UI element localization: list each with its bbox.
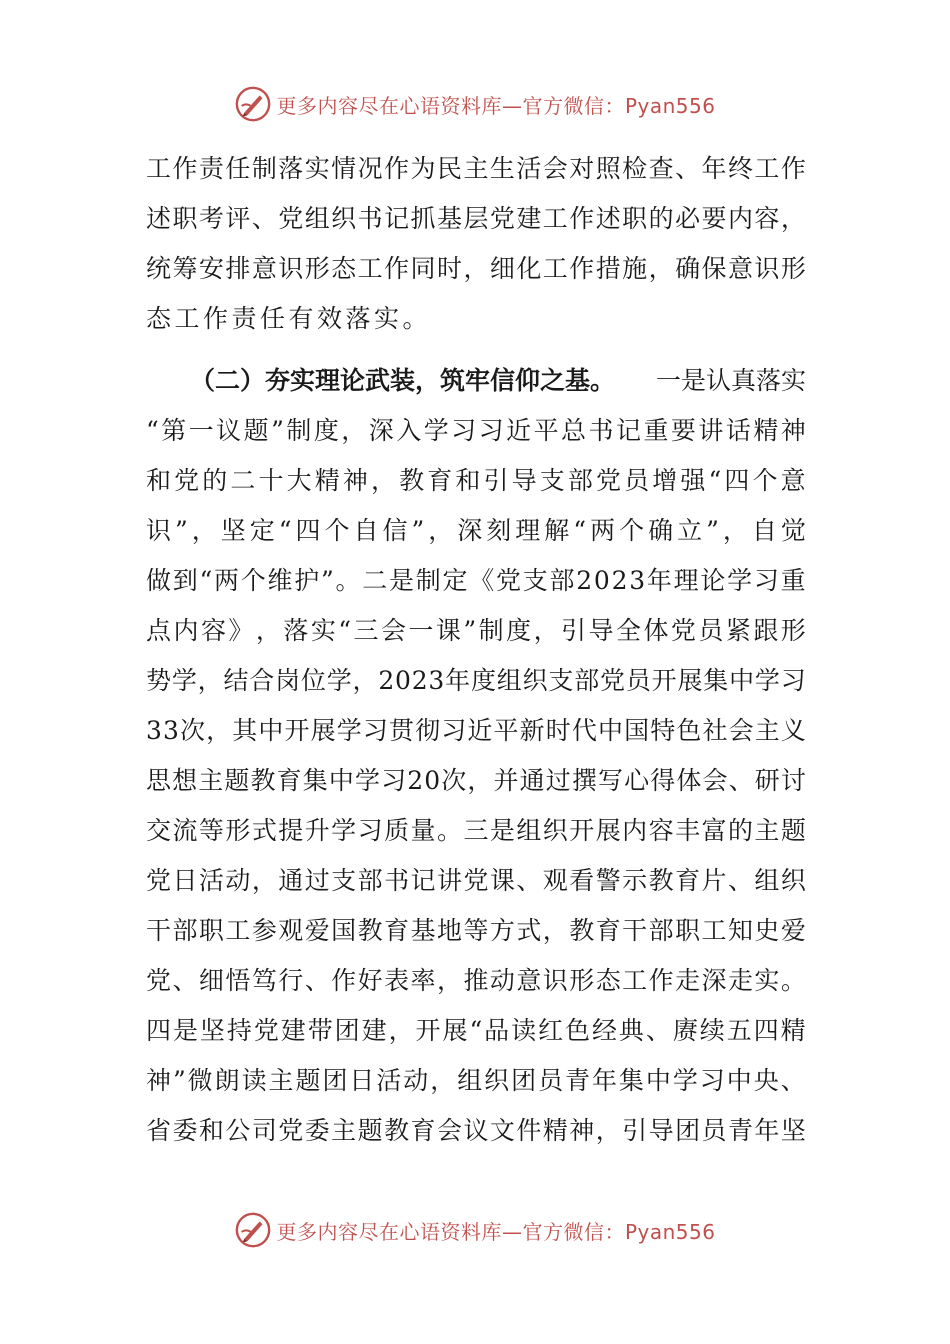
text-line: 势 学 ， 结 合 岗 位 学 ， 2 0 2 3 年 度 组 织 支 部 党 员 开 展 集 中 学 习 bbox=[146, 666, 806, 695]
watermark-text: 更多内容尽在心语资料库—官方微信：Pyan556 bbox=[276, 93, 716, 118]
text-line: 干 部 职 工 参 观 爱 国 教 育 基 地 等 方 式 ， 教 育 干 部 职 工 知 史 爱 bbox=[146, 916, 806, 945]
paragraph-2 bbox=[146, 356, 806, 1156]
text-line: 神 ” 微 朗 读 主 题 团 日 活 动 ， 组 织 团 员 青 年 集 中 学 习 中 央 、 bbox=[146, 1066, 806, 1095]
section-heading: （二）夯实理论武装，筑牢信仰之基。 bbox=[190, 366, 616, 395]
watermark-banner-top bbox=[0, 82, 950, 126]
text-line: 做 到 “ 两 个 维 护 ” 。 二 是 制 定 《 党 支 部 2 0 2 3 年 理 论 学 习 重 bbox=[146, 566, 806, 595]
paragraph-1 bbox=[146, 144, 806, 344]
text-line: 述 职 考 评 、 党 组 织 书 记 抓 基 层 党 建 工 作 述 职 的 必 要 内 容 ， bbox=[146, 204, 806, 233]
text-line: 和 党 的 二 十 大 精 神 ， 教 育 和 引 导 支 部 党 员 增 强 “ 四 个 意 bbox=[146, 466, 806, 495]
document-body bbox=[146, 144, 806, 1156]
text-line: 四 是 坚 持 党 建 带 团 建 ， 开 展 “ 品 读 红 色 经 典 、 赓 续 五 四 精 bbox=[146, 1016, 806, 1045]
pen-logo-icon bbox=[234, 1211, 272, 1249]
text-line: 党 日 活 动 ， 通 过 支 部 书 记 讲 党 课 、 观 看 警 示 教 育 片 、 组 织 bbox=[146, 866, 806, 895]
watermark-banner-bottom bbox=[0, 1208, 950, 1252]
watermark-text: 更多内容尽在心语资料库—官方微信：Pyan556 bbox=[276, 1219, 716, 1244]
pen-logo-icon bbox=[234, 85, 272, 123]
text-line: 态工作责任有效落实。 bbox=[146, 304, 432, 333]
text-line: 思 想 主 题 教 育 集 中 学 习 2 0 次 ， 并 通 过 撰 写 心 得 体 会 、 研 讨 bbox=[146, 766, 806, 795]
text-line: 省 委 和 公 司 党 委 主 题 教 育 会 议 文 件 精 神 ， 引 导 团 员 青 年 坚 bbox=[146, 1116, 806, 1145]
text-line: “ 第 一 议 题 ” 制 度 ， 深 入 学 习 习 近 平 总 书 记 重 要 讲 话 精 神 bbox=[146, 416, 806, 445]
text-line: 点 内 容 》 ， 落 实 “ 三 会 一 课 ” 制 度 ， 引 导 全 体 党 员 紧 跟 形 bbox=[146, 616, 806, 645]
text-line: 交 流 等 形 式 提 升 学 习 质 量 。 三 是 组 织 开 展 内 容 丰 富 的 主 题 bbox=[146, 816, 806, 845]
text-line: 党 、 细 悟 笃 行 、 作 好 表 率 ， 推 动 意 识 形 态 工 作 走 深 走 实 。 bbox=[146, 966, 806, 995]
text-line: 3 3 次 ， 其 中 开 展 学 习 贯 彻 习 近 平 新 时 代 中 国 特 色 社 会 主 义 bbox=[146, 716, 806, 745]
heading-line bbox=[146, 356, 806, 406]
text-line: 统 筹 安 排 意 识 形 态 工 作 同 时 ， 细 化 工 作 措 施 ， 确 保 意 识 形 bbox=[146, 254, 806, 283]
heading-line-rest: 一是认真落实 bbox=[655, 366, 806, 395]
text-line: 工 作 责 任 制 落 实 情 况 作 为 民 主 生 活 会 对 照 检 查 、 年 终 工 作 bbox=[146, 154, 806, 183]
text-line: 识 ” ， 坚 定 “ 四 个 自 信 ” ， 深 刻 理 解 “ 两 个 确 立 ” ， 自 觉 bbox=[146, 516, 806, 545]
